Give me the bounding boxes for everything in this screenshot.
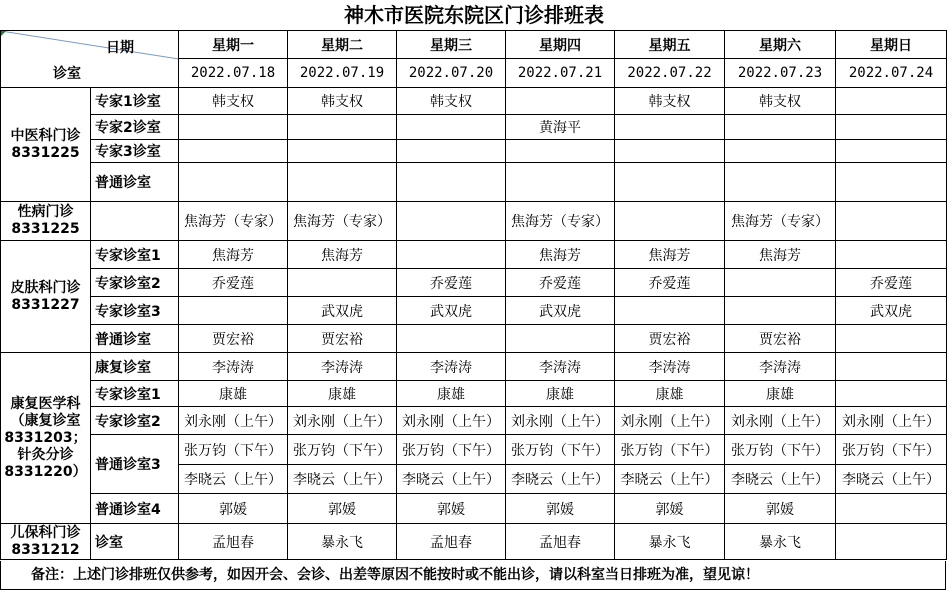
day-header: 星期二 <box>288 31 397 59</box>
schedule-cell: 武双虎 <box>836 297 947 325</box>
schedule-cell: 郭媛 <box>506 494 615 524</box>
schedule-cell <box>725 115 836 140</box>
department-cell <box>1 524 91 560</box>
room-cell: 专家1诊室 <box>91 88 179 115</box>
schedule-cell: 贾宏裕 <box>179 325 288 353</box>
department-cell <box>1 353 91 524</box>
schedule-cell: 乔爱莲 <box>836 269 947 297</box>
schedule-cell: 李涛涛 <box>615 353 725 381</box>
schedule-cell: 贾宏裕 <box>725 325 836 353</box>
schedule-cell: 孟旭春 <box>397 524 506 560</box>
table-row <box>1 353 947 381</box>
day-header: 星期日 <box>836 31 947 59</box>
schedule-cell <box>836 115 947 140</box>
schedule-cell <box>397 202 506 241</box>
date-cell: 2022.07.23 <box>725 59 836 88</box>
schedule-cell: 李晓云（上午） <box>615 465 725 494</box>
schedule-cell: 刘永刚（上午） <box>725 407 836 435</box>
schedule-cell: 刘永刚（上午） <box>836 407 947 435</box>
schedule-cell: 康雄 <box>615 381 725 407</box>
table-row <box>1 325 947 353</box>
schedule-cell <box>836 202 947 241</box>
room-cell: 普通诊室 <box>91 325 179 353</box>
table-row <box>1 407 947 435</box>
day-header: 星期五 <box>615 31 725 59</box>
diagonal-line <box>1 31 179 88</box>
schedule-cell: 张万钧（下午） <box>506 435 615 465</box>
footer-note: 备注：上述门诊排班仅供参考，如因开会、会诊、出差等原因不能按时或不能出诊，请以科室当日排班为准，望见谅！ <box>0 561 946 590</box>
schedule-cell <box>615 297 725 325</box>
schedule-cell: 李晓云（上午） <box>397 465 506 494</box>
room-cell: 普通诊室4 <box>91 494 179 524</box>
room-cell: 专家2诊室 <box>91 115 179 140</box>
schedule-cell: 暴永飞 <box>615 524 725 560</box>
schedule-cell <box>725 269 836 297</box>
schedule-cell: 黄海平 <box>506 115 615 140</box>
schedule-cell: 李晓云（上午） <box>506 465 615 494</box>
schedule-cell: 李涛涛 <box>725 353 836 381</box>
schedule-cell <box>179 115 288 140</box>
schedule-cell: 张万钧（下午） <box>397 435 506 465</box>
table-row <box>1 241 947 269</box>
schedule-cell: 焦海芳 <box>179 241 288 269</box>
schedule-cell <box>615 163 725 202</box>
schedule-cell <box>288 115 397 140</box>
table-row <box>1 115 947 140</box>
room-cell: 诊室 <box>91 524 179 560</box>
day-header: 星期三 <box>397 31 506 59</box>
schedule-cell: 暴永飞 <box>288 524 397 560</box>
schedule-cell <box>397 325 506 353</box>
schedule-cell <box>288 140 397 163</box>
schedule-cell <box>179 140 288 163</box>
date-cell: 2022.07.21 <box>506 59 615 88</box>
schedule-cell: 康雄 <box>397 381 506 407</box>
table-row <box>1 88 947 115</box>
department-phone: 8331227 <box>11 296 80 313</box>
schedule-cell: 李涛涛 <box>506 353 615 381</box>
schedule-cell: 张万钧（下午） <box>179 435 288 465</box>
schedule-cell: 焦海芳（专家） <box>725 202 836 241</box>
schedule-cell: 李晓云（上午） <box>836 465 947 494</box>
schedule-cell: 武双虎 <box>397 297 506 325</box>
department-phone: 8331212 <box>11 541 80 558</box>
schedule-cell <box>397 163 506 202</box>
schedule-cell: 焦海芳 <box>725 241 836 269</box>
schedule-cell <box>836 140 947 163</box>
schedule-cell: 韩支权 <box>397 88 506 115</box>
header-corner-cell <box>1 31 179 88</box>
schedule-cell <box>179 297 288 325</box>
schedule-cell: 李涛涛 <box>397 353 506 381</box>
schedule-cell: 刘永刚（上午） <box>288 407 397 435</box>
room-cell: 专家诊室1 <box>91 381 179 407</box>
schedule-cell: 刘永刚（上午） <box>506 407 615 435</box>
department-name: 康复医学科（康复诊室8331203；针灸分诊8331220） <box>4 395 87 480</box>
schedule-cell <box>615 202 725 241</box>
schedule-cell: 韩支权 <box>288 88 397 115</box>
schedule-cell <box>725 140 836 163</box>
schedule-cell <box>836 163 947 202</box>
schedule-cell: 武双虎 <box>506 297 615 325</box>
schedule-cell: 李晓云（上午） <box>179 465 288 494</box>
schedule-cell: 康雄 <box>288 381 397 407</box>
schedule-cell <box>506 163 615 202</box>
schedule-cell: 康雄 <box>725 381 836 407</box>
schedule-cell: 韩支权 <box>615 88 725 115</box>
day-header: 星期六 <box>725 31 836 59</box>
department-cell <box>1 241 91 353</box>
room-cell: 专家诊室2 <box>91 269 179 297</box>
table-row <box>1 381 947 407</box>
schedule-cell: 刘永刚（上午） <box>615 407 725 435</box>
schedule-cell: 张万钧（下午） <box>615 435 725 465</box>
schedule-cell <box>836 325 947 353</box>
schedule-cell: 乔爱莲 <box>397 269 506 297</box>
schedule-cell: 李涛涛 <box>288 353 397 381</box>
cell-marker <box>1 31 6 36</box>
table-row <box>1 269 947 297</box>
schedule-cell: 李晓云（上午） <box>725 465 836 494</box>
schedule-cell <box>725 297 836 325</box>
schedule-cell <box>615 115 725 140</box>
department-name: 性病门诊 <box>17 204 74 220</box>
schedule-cell <box>179 163 288 202</box>
schedule-cell <box>506 140 615 163</box>
schedule-cell: 郭媛 <box>725 494 836 524</box>
schedule-cell: 暴永飞 <box>725 524 836 560</box>
schedule-cell <box>836 241 947 269</box>
schedule-cell: 贾宏裕 <box>288 325 397 353</box>
schedule-cell <box>836 381 947 407</box>
date-cell: 2022.07.22 <box>615 59 725 88</box>
department-name: 中医科门诊 <box>10 127 81 144</box>
table-row <box>1 297 947 325</box>
schedule-cell: 焦海芳 <box>615 241 725 269</box>
schedule-table <box>0 30 947 560</box>
schedule-cell: 乔爱莲 <box>615 269 725 297</box>
table-row <box>1 202 947 241</box>
schedule-cell: 李涛涛 <box>179 353 288 381</box>
schedule-cell: 武双虎 <box>288 297 397 325</box>
schedule-cell: 贾宏裕 <box>615 325 725 353</box>
schedule-cell: 焦海芳（专家） <box>288 202 397 241</box>
schedule-cell: 张万钧（下午） <box>725 435 836 465</box>
date-cell: 2022.07.19 <box>288 59 397 88</box>
schedule-cell: 李晓云（上午） <box>288 465 397 494</box>
schedule-cell <box>836 524 947 560</box>
page-title: 神木市医院东院区门诊排班表 <box>344 3 604 27</box>
schedule-cell: 焦海芳 <box>506 241 615 269</box>
department-cell <box>1 88 91 202</box>
schedule-cell: 焦海芳 <box>288 241 397 269</box>
room-label: 诊室 <box>53 66 81 82</box>
schedule-cell <box>397 115 506 140</box>
schedule-cell: 孟旭春 <box>179 524 288 560</box>
department-cell <box>1 202 91 241</box>
table-row <box>1 163 947 202</box>
schedule-cell: 康雄 <box>179 381 288 407</box>
department-name: 儿保科门诊 <box>10 524 81 541</box>
table-row <box>1 435 947 465</box>
room-cell: 专家诊室3 <box>91 297 179 325</box>
room-cell: 普通诊室3 <box>91 435 179 494</box>
schedule-cell <box>725 163 836 202</box>
schedule-cell: 刘永刚（上午） <box>397 407 506 435</box>
schedule-cell: 郭媛 <box>615 494 725 524</box>
table-row <box>1 494 947 524</box>
schedule-cell: 郭媛 <box>288 494 397 524</box>
schedule-cell: 韩支权 <box>179 88 288 115</box>
schedule-cell: 乔爱莲 <box>506 269 615 297</box>
table-row <box>1 140 947 163</box>
room-cell <box>91 202 179 241</box>
department-phone: 8331225 <box>11 144 80 161</box>
day-header: 星期四 <box>506 31 615 59</box>
schedule-cell: 韩支权 <box>725 88 836 115</box>
schedule-cell: 康雄 <box>506 381 615 407</box>
schedule-cell <box>615 140 725 163</box>
schedule-cell: 张万钧（下午） <box>836 435 947 465</box>
schedule-cell: 张万钧（下午） <box>288 435 397 465</box>
schedule-cell <box>506 88 615 115</box>
schedule-cell: 焦海芳（专家） <box>179 202 288 241</box>
room-cell: 普通诊室 <box>91 163 179 202</box>
date-label: 日期 <box>106 40 134 56</box>
table-row <box>1 524 947 560</box>
schedule-cell <box>836 88 947 115</box>
schedule-cell: 郭媛 <box>397 494 506 524</box>
day-header: 星期一 <box>179 31 288 59</box>
room-cell: 专家诊室2 <box>91 407 179 435</box>
schedule-cell: 郭媛 <box>179 494 288 524</box>
schedule-cell <box>506 325 615 353</box>
schedule-cell: 刘永刚（上午） <box>179 407 288 435</box>
schedule-cell: 乔爱莲 <box>179 269 288 297</box>
date-cell: 2022.07.20 <box>397 59 506 88</box>
schedule-cell <box>288 269 397 297</box>
date-cell: 2022.07.24 <box>836 59 947 88</box>
schedule-cell <box>397 241 506 269</box>
room-cell: 专家3诊室 <box>91 140 179 163</box>
schedule-cell: 焦海芳（专家） <box>506 202 615 241</box>
room-cell: 康复诊室 <box>91 353 179 381</box>
schedule-cell: 孟旭春 <box>506 524 615 560</box>
schedule-cell <box>836 494 947 524</box>
room-cell: 专家诊室1 <box>91 241 179 269</box>
schedule-cell <box>288 163 397 202</box>
schedule-cell <box>836 353 947 381</box>
department-phone: 8331225 <box>11 221 80 237</box>
date-cell: 2022.07.18 <box>179 59 288 88</box>
department-name: 皮肤科门诊 <box>10 279 81 296</box>
schedule-cell <box>397 140 506 163</box>
